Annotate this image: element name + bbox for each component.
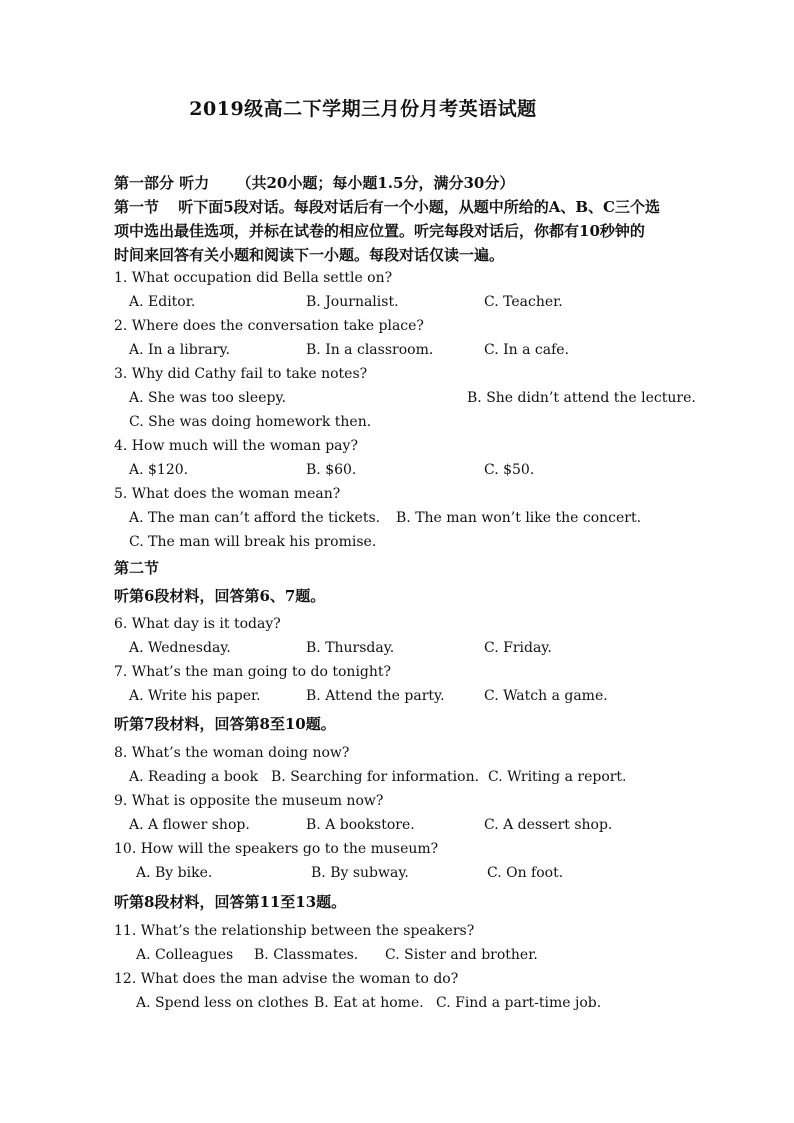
section1-instruction-2: 项中选出最佳选项，并标在试卷的相应位置。听完每段对话后，你都有10秒钟的 [114, 222, 645, 240]
q10-option-a: A. By bike. [136, 865, 213, 881]
section1-label: 第一节 [114, 198, 160, 216]
section1-instruction-1: 听下面5段对话。每段对话后有一个小题，从题中所给的A、B、C三个选 [178, 198, 660, 216]
part1-heading-row [114, 172, 514, 193]
part1-heading: 第一部分 听力 [114, 174, 210, 192]
question-4: 4. How much will the woman pay? [114, 438, 358, 454]
q4-option-c: C. $50. [484, 462, 535, 478]
q12-option-a: A. Spend less on clothes [136, 995, 309, 1011]
q3-option-b: B. She didn’t attend the lecture. [467, 390, 696, 406]
q1-option-b: B. Journalist. [306, 294, 399, 310]
q11-option-c: C. Sister and brother. [385, 947, 538, 963]
q6-option-a: A. Wednesday. [129, 640, 231, 656]
q9-option-c: C. A dessert shop. [484, 817, 613, 833]
question-11: 11. What’s the relationship between the speakers? [114, 923, 475, 939]
q8-option-a: A. Reading a book [129, 769, 259, 785]
question-2: 2. Where does the conversation take place? [114, 318, 424, 334]
question-1: 1. What occupation did Bella settle on? [114, 270, 393, 286]
question-9: 9. What is opposite the museum now? [114, 793, 384, 809]
q6-option-c: C. Friday. [484, 640, 552, 656]
q12-option-b: B. Eat at home. [314, 995, 424, 1011]
question-7: 7. What’s the man going to do tonight? [114, 664, 392, 680]
q4-option-b: B. $60. [306, 462, 357, 478]
q11-option-a: A. Colleagues [136, 947, 234, 963]
q7-option-c: C. Watch a game. [484, 688, 608, 704]
q1-option-c: C. Teacher. [484, 294, 563, 310]
q2-option-b: B. In a classroom. [306, 342, 434, 358]
q9-option-b: B. A bookstore. [306, 817, 415, 833]
group-8-instruction: 听第8段材料，回答第11至13题。 [114, 893, 347, 911]
q10-option-c: C. On foot. [487, 865, 564, 881]
q3-option-a: A. She was too sleepy. [129, 390, 286, 406]
q7-option-a: A. Write his paper. [129, 688, 261, 704]
page-title: 2019级高二下学期三月份月考英语试题 [189, 98, 537, 120]
q11-option-b: B. Classmates. [254, 947, 359, 963]
section2-label: 第二节 [114, 559, 160, 577]
q3-option-c: C. She was doing homework then. [129, 414, 372, 430]
q5-option-a: A. The man can’t afford the tickets. [129, 510, 381, 526]
question-10: 10. How will the speakers go to the museum? [114, 841, 439, 857]
group-7-instruction: 听第7段材料，回答第8至10题。 [114, 715, 336, 733]
question-12: 12. What does the man advise the woman to do? [114, 971, 459, 987]
question-6: 6. What day is it today? [114, 616, 281, 632]
question-3: 3. Why did Cathy fail to take notes? [114, 366, 368, 382]
q1-option-a: A. Editor. [129, 294, 196, 310]
q2-option-a: A. In a library. [129, 342, 230, 358]
question-5: 5. What does the woman mean? [114, 486, 341, 502]
q2-option-c: C. In a cafe. [484, 342, 570, 358]
part1-heading-note: （共20小题；每小题1.5分，满分30分） [236, 174, 515, 192]
q8-option-b: B. Searching for information. [271, 769, 480, 785]
q5-option-c: C. The man will break his promise. [129, 534, 377, 550]
section1-intro-line1 [114, 196, 660, 217]
q8-option-c: C. Writing a report. [488, 769, 627, 785]
group-6-instruction: 听第6段材料，回答第6、7题。 [114, 587, 326, 605]
q4-option-a: A. $120. [129, 462, 189, 478]
q12-option-c: C. Find a part-time job. [436, 995, 602, 1011]
q7-option-b: B. Attend the party. [306, 688, 445, 704]
q10-option-b: B. By subway. [311, 865, 409, 881]
question-8: 8. What’s the woman doing now? [114, 745, 350, 761]
q5-option-b: B. The man won’t like the concert. [396, 510, 642, 526]
q6-option-b: B. Thursday. [306, 640, 395, 656]
q9-option-a: A. A flower shop. [129, 817, 250, 833]
section1-instruction-3: 时间来回答有关小题和阅读下一小题。每段对话仅读一遍。 [114, 246, 505, 264]
